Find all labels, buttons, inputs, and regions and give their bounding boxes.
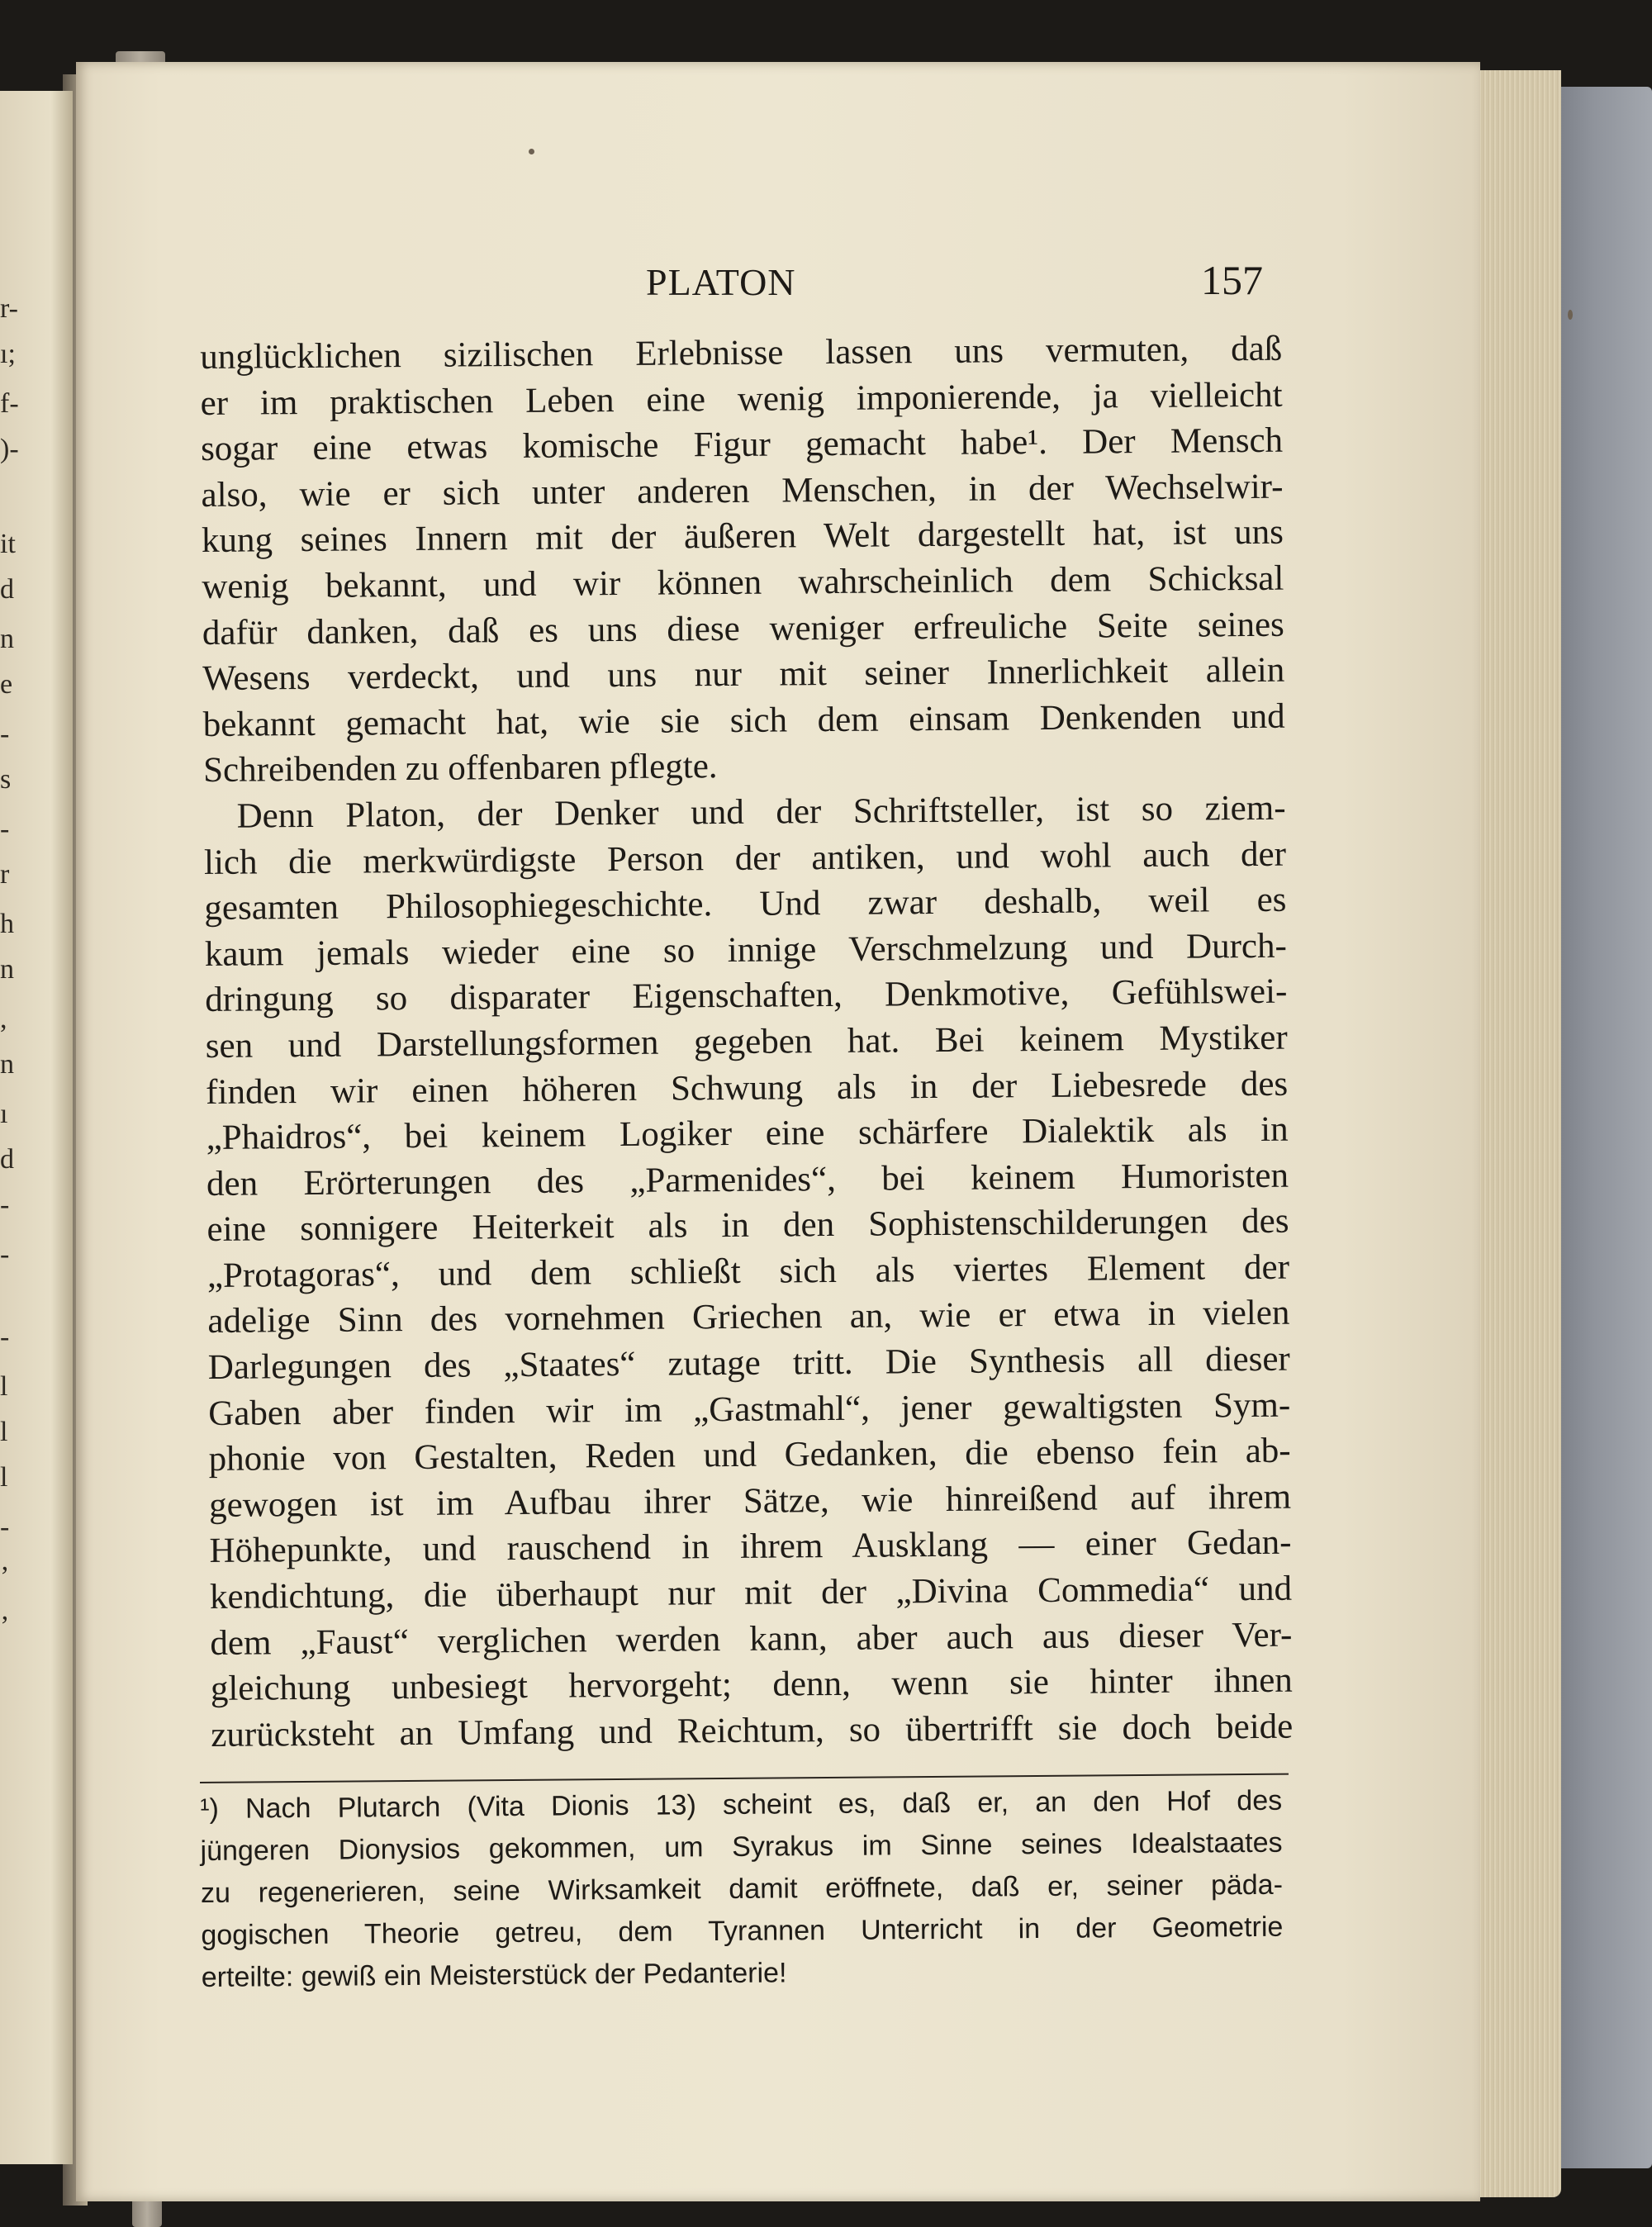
margin-fragment: d: [0, 574, 14, 605]
text-line: sogar eine etwas komische Figur gemacht habe¹. Der Mensch: [200, 420, 1284, 469]
margin-fragment: l: [0, 1417, 8, 1447]
text-line: eine sonnigere Heiterkeit als in den Sophistenschilderungen des: [206, 1201, 1289, 1250]
margin-fragment: -: [0, 1239, 10, 1270]
margin-fragment: r-: [0, 293, 18, 324]
paper-speck: [529, 149, 534, 154]
running-head: PLATON: [646, 261, 796, 303]
text-line: dem „Faust“ verglichen werden kann, aber auch aus dieser Ver-: [210, 1615, 1293, 1663]
text-line: Wesens verdeckt, und uns nur mit seiner Innerlichkeit allein: [202, 650, 1285, 699]
margin-fragment: d: [0, 1144, 14, 1175]
footnote-line: jüngeren Dionysios gekommen, um Syrakus im Sinne seines Idealstaates: [200, 1826, 1283, 1867]
footnotes: [200, 1780, 1284, 1999]
footnote-line: gogischen Theorie getreu, dem Tyrannen Unterricht in der Geometrie: [201, 1911, 1284, 1951]
text-line: kaum jemals wieder eine so innige Verschmelzung und Durch-: [204, 926, 1288, 974]
paper-speck: [1568, 310, 1573, 320]
margin-fragment: s: [0, 764, 12, 795]
text-line: Höhepunkte, und rauschend in ihrem Ausklang — einer Gedan-: [209, 1523, 1292, 1571]
previous-page-sliver: [0, 91, 73, 2164]
text-line: dringung so disparater Eigenschaften, Denkmotive, Gefühlswei-: [205, 971, 1288, 1020]
book-cover-edge: [1553, 87, 1652, 2168]
margin-fragment: n: [0, 954, 14, 985]
margin-fragment: ’: [0, 1611, 10, 1641]
text-line: dafür danken, daß es uns diese weniger erfreuliche Seite seines: [202, 605, 1284, 653]
text-line: den Erörterungen des „Parmenides“, bei keinem Humoristen: [206, 1156, 1289, 1204]
page-number: 157: [1201, 257, 1263, 303]
text-line: kung seines Innern mit der äußeren Welt dargestellt hat, ist uns: [201, 513, 1284, 561]
book-page: [76, 62, 1480, 2201]
text-line: Gaben aber finden wir im „Gastmahl“, jener gewaltigsten Sym-: [208, 1385, 1291, 1433]
margin-fragment: n: [0, 624, 14, 654]
margin-fragment: e: [0, 669, 13, 700]
text-line: er im praktischen Leben eine wenig imponierende, ja vielleicht: [200, 375, 1283, 423]
margin-fragment: -: [0, 719, 10, 749]
text-line: phonie von Gestalten, Reden und Gedanken, die ebenso fein ab-: [208, 1431, 1291, 1479]
text-line: finden wir einen höheren Schwung als in der Liebesrede des: [206, 1064, 1289, 1112]
margin-fragment: f-: [0, 388, 19, 419]
margin-fragment: -: [0, 1189, 10, 1220]
margin-fragment: ı: [0, 1099, 8, 1129]
text-line: lich die merkwürdigste Person der antiken, und wohl auch der: [203, 834, 1287, 882]
text-line: sen und Darstellungsformen gegeben hat. Bei keinem Mystiker: [205, 1018, 1288, 1066]
margin-fragment: -: [0, 1512, 10, 1542]
text-line: gleichung unbesiegt hervorgeht; denn, wenn sie hinter ihnen: [210, 1660, 1294, 1709]
text-line: kendichtung, die überhaupt nur mit der „Divina Commedia“ und: [209, 1569, 1293, 1617]
margin-fragment: ,: [0, 1004, 7, 1034]
margin-fragment: r: [0, 859, 10, 890]
margin-fragment: n: [0, 1049, 14, 1080]
margin-fragment: it: [0, 529, 16, 559]
margin-fragment: l: [0, 1462, 8, 1493]
margin-fragment: h: [0, 909, 14, 939]
margin-fragment: l: [0, 1371, 8, 1402]
text-line: gesamten Philosophiegeschichte. Und zwar deshalb, weil es: [204, 880, 1287, 928]
text-line: wenig bekannt, und wir können wahrscheinlich dem Schicksal: [202, 558, 1284, 606]
text-line: also, wie er sich unter anderen Menschen, in der Wechselwir-: [201, 467, 1284, 515]
text-line: bekannt gemacht hat, wie sie sich dem einsam Denkenden und: [202, 696, 1285, 744]
text-line: zurücksteht an Umfang und Reichtum, so übertrifft sie doch beide: [211, 1707, 1294, 1755]
margin-fragment: -: [0, 1322, 10, 1352]
text-line: gewogen ist im Aufbau ihrer Sätze, wie hinreißend auf ihrem: [208, 1477, 1292, 1525]
text-line: unglücklichen sizilischen Erlebnisse lassen uns vermuten, daß: [200, 329, 1283, 377]
text-line: „Protagoras“, und dem schließt sich als viertes Element der: [206, 1247, 1290, 1295]
text-line: Schreibenden zu offenbaren pflegte.: [202, 747, 718, 791]
text-line: „Phaidros“, bei keinem Logiker eine schärfere Dialektik als in: [206, 1109, 1289, 1158]
footnote-line: erteilte: gewiß ein Meisterstück der Pedanterie!: [201, 1957, 787, 1993]
margin-fragment: -: [0, 814, 10, 844]
footnote-line: ¹) Nach Plutarch (Vita Dionis 13) scheint es, daß er, an den Hof des: [200, 1784, 1283, 1825]
margin-fragment: )-: [0, 434, 19, 464]
text-line: Denn Platon, der Denker und der Schriftsteller, ist so ziem-: [236, 788, 1286, 836]
previous-page-fragments: [0, 91, 58, 2227]
margin-fragment: ’: [0, 1561, 10, 1592]
footnote-line: zu regenerieren, seine Wirksamkeit damit eröffnete, daß er, seiner päda-: [200, 1868, 1284, 1909]
text-line: Darlegungen des „Staates“ zutage tritt. Die Synthesis all dieser: [207, 1339, 1290, 1388]
margin-fragment: ı;: [0, 339, 16, 369]
body-text: [200, 326, 1293, 1759]
text-line: adelige Sinn des vornehmen Griechen an, wie er etwa in vielen: [207, 1294, 1290, 1341]
